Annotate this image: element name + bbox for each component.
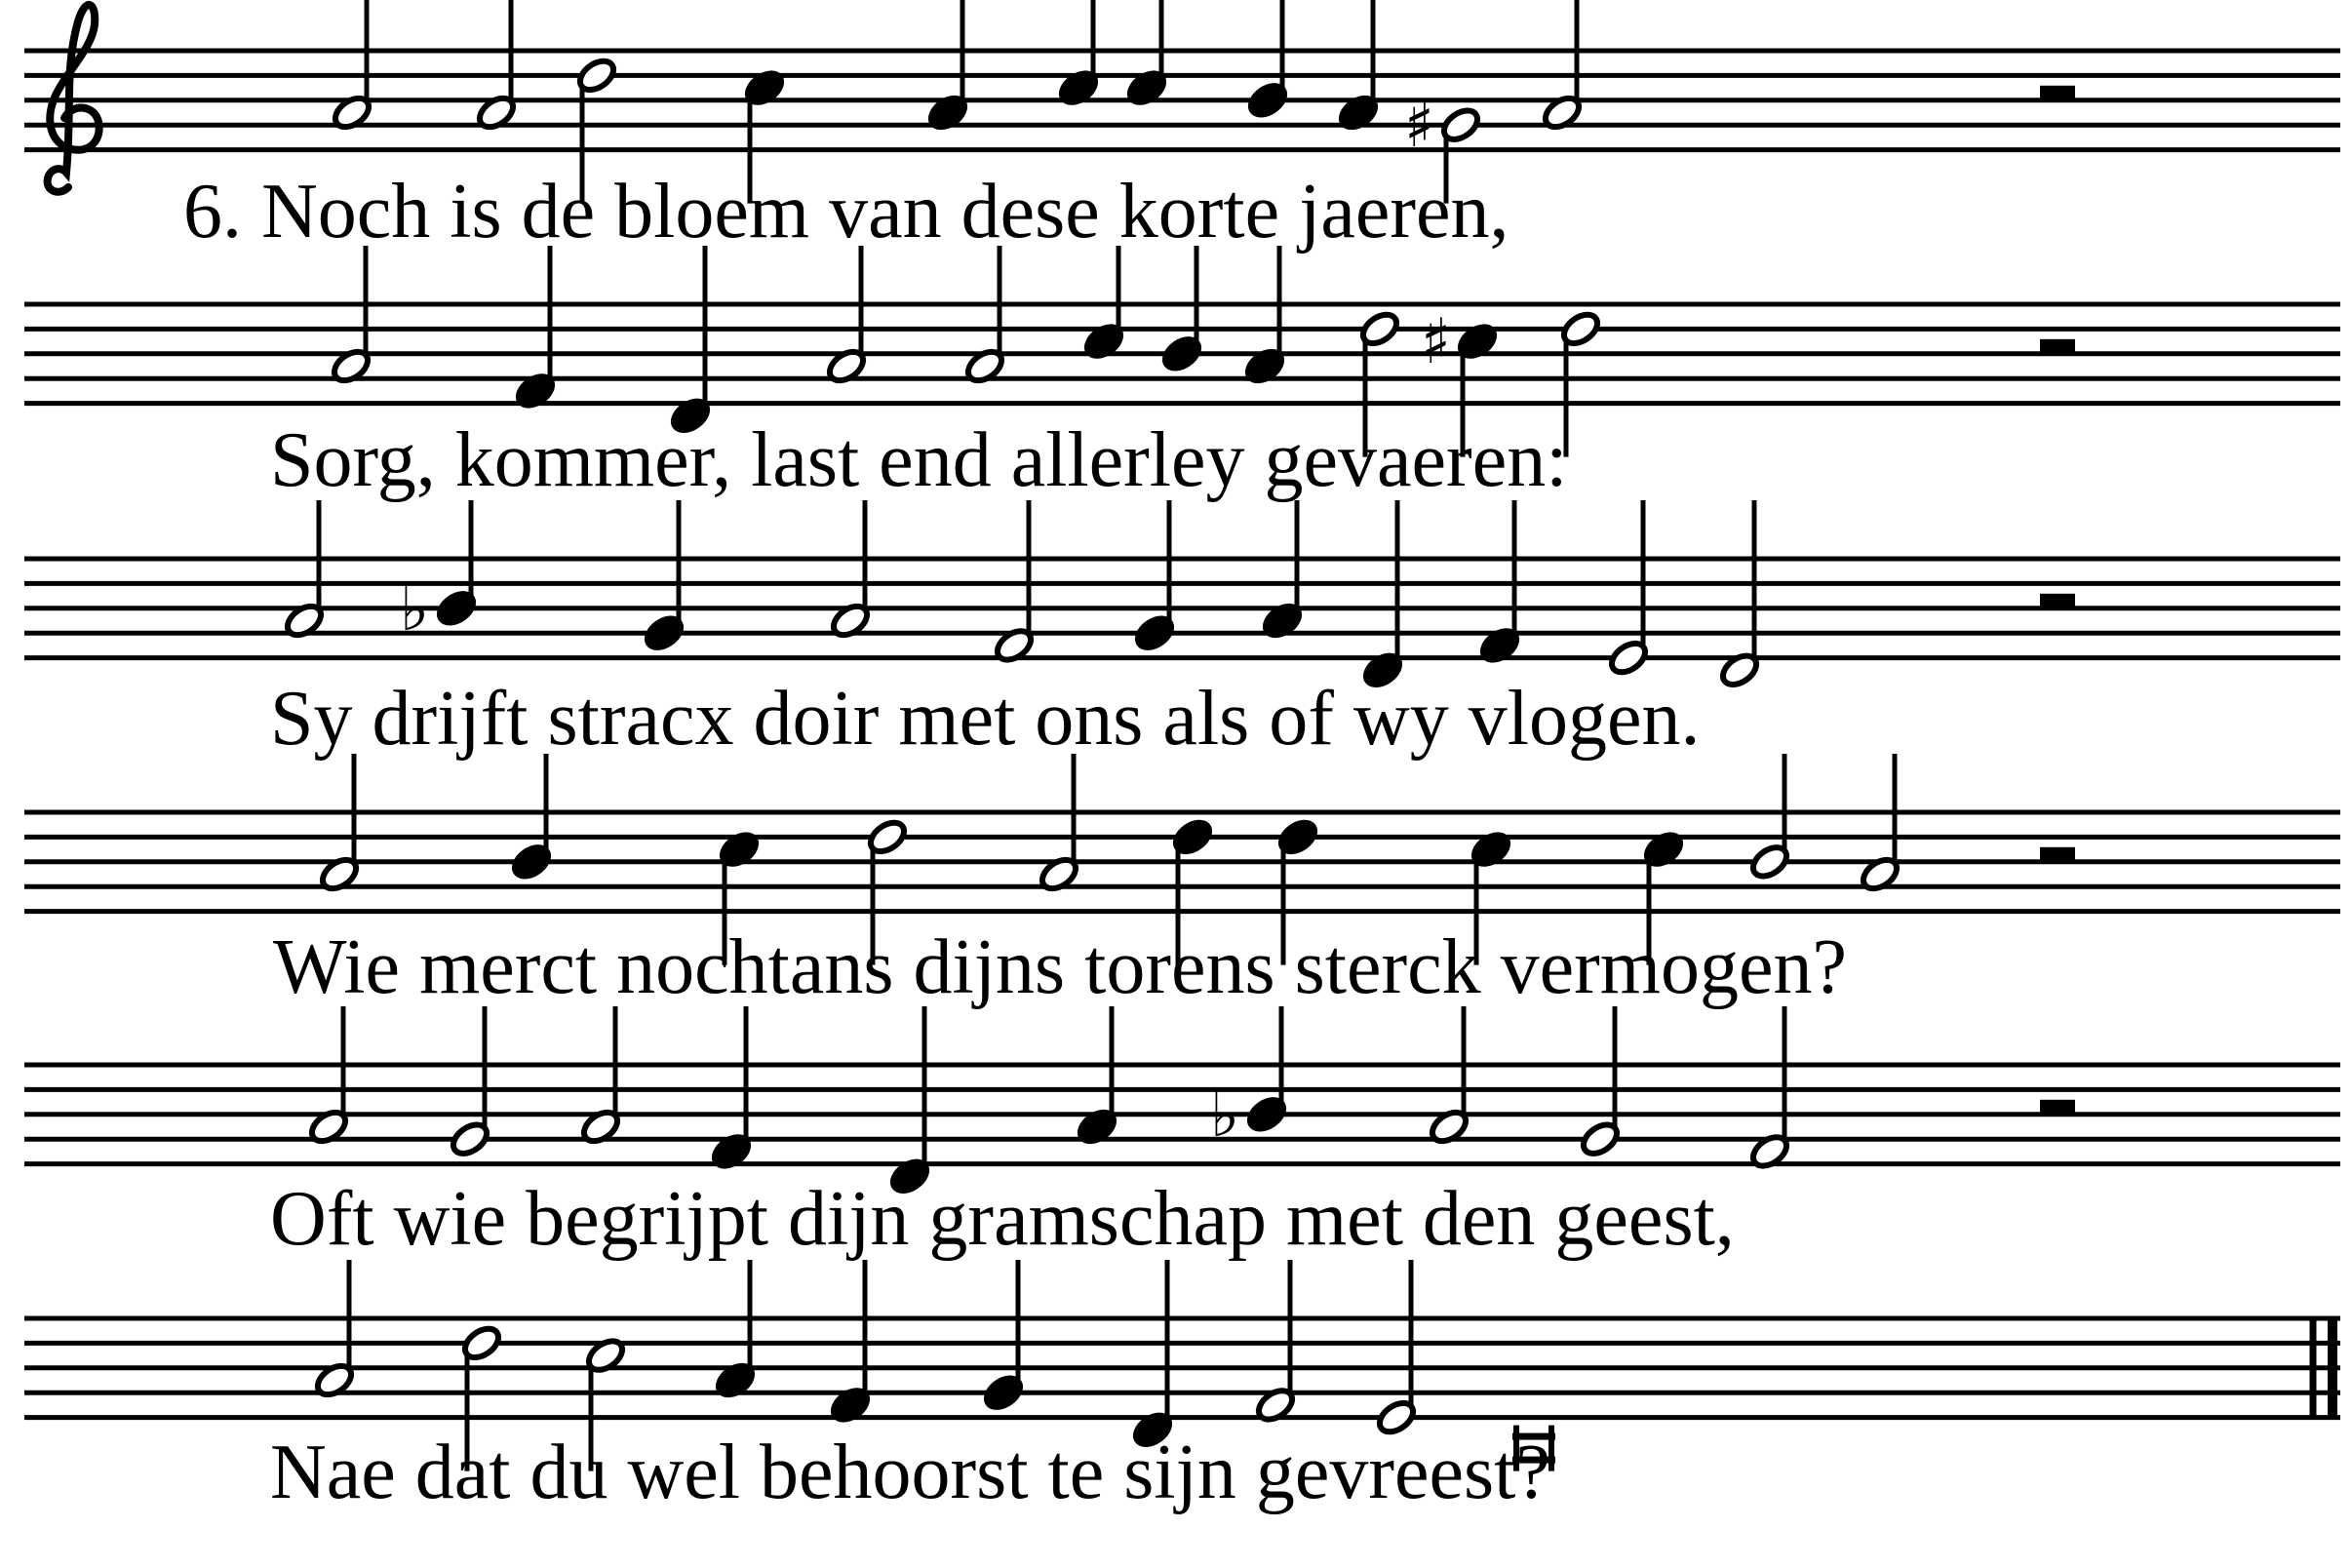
lyric-line-2: Sorg, kommer, last end allerley gevaeren: xyxy=(270,417,1568,503)
quarter-notehead xyxy=(435,588,479,628)
quarter-notehead xyxy=(510,842,554,882)
half-rest xyxy=(2040,594,2075,608)
half-notehead xyxy=(575,56,619,96)
half-rest xyxy=(2040,86,2075,100)
half-rest xyxy=(2040,847,2075,862)
half-notehead xyxy=(1579,1118,1623,1158)
quarter-notehead xyxy=(1246,80,1290,120)
lyric-line-5: Oft wie begrijpt dijn gramschap met den geest, xyxy=(270,1176,1735,1262)
half-rest xyxy=(2040,1100,2075,1115)
quarter-notehead xyxy=(1245,1094,1289,1134)
sharp-accidental-icon: ♯ xyxy=(1404,90,1434,163)
half-notehead xyxy=(1358,309,1402,349)
quarter-notehead xyxy=(1160,333,1204,373)
flat-accidental-icon: ♭ xyxy=(1210,1078,1240,1152)
half-notehead xyxy=(866,817,910,857)
sharp-accidental-icon: ♯ xyxy=(1421,306,1451,379)
quarter-notehead xyxy=(1133,612,1177,652)
lyric-line-1: 6. Noch is de bloem van dese korte jaeren, xyxy=(183,169,1509,255)
half-notehead xyxy=(460,1323,504,1363)
quarter-notehead xyxy=(643,612,686,652)
half-notehead xyxy=(1439,104,1483,144)
half-notehead xyxy=(1559,309,1603,349)
quarter-notehead xyxy=(982,1372,1026,1412)
lyric-line-3: Sy drijft stracx doir met ons als of wy vlogen. xyxy=(270,676,1701,762)
flat-accidental-icon: ♭ xyxy=(400,572,430,646)
half-notehead xyxy=(1607,638,1651,678)
lyric-line-4: Wie merct nochtans dijns torens sterck vermogen? xyxy=(273,924,1848,1010)
quarter-notehead xyxy=(1171,817,1215,857)
half-notehead xyxy=(1748,842,1792,882)
half-notehead xyxy=(449,1118,492,1158)
half-rest xyxy=(2040,339,2075,354)
quarter-notehead xyxy=(1276,817,1320,857)
lyric-line-6: Nae dat du wel behoorst te sijn gevreest? xyxy=(270,1430,1550,1515)
